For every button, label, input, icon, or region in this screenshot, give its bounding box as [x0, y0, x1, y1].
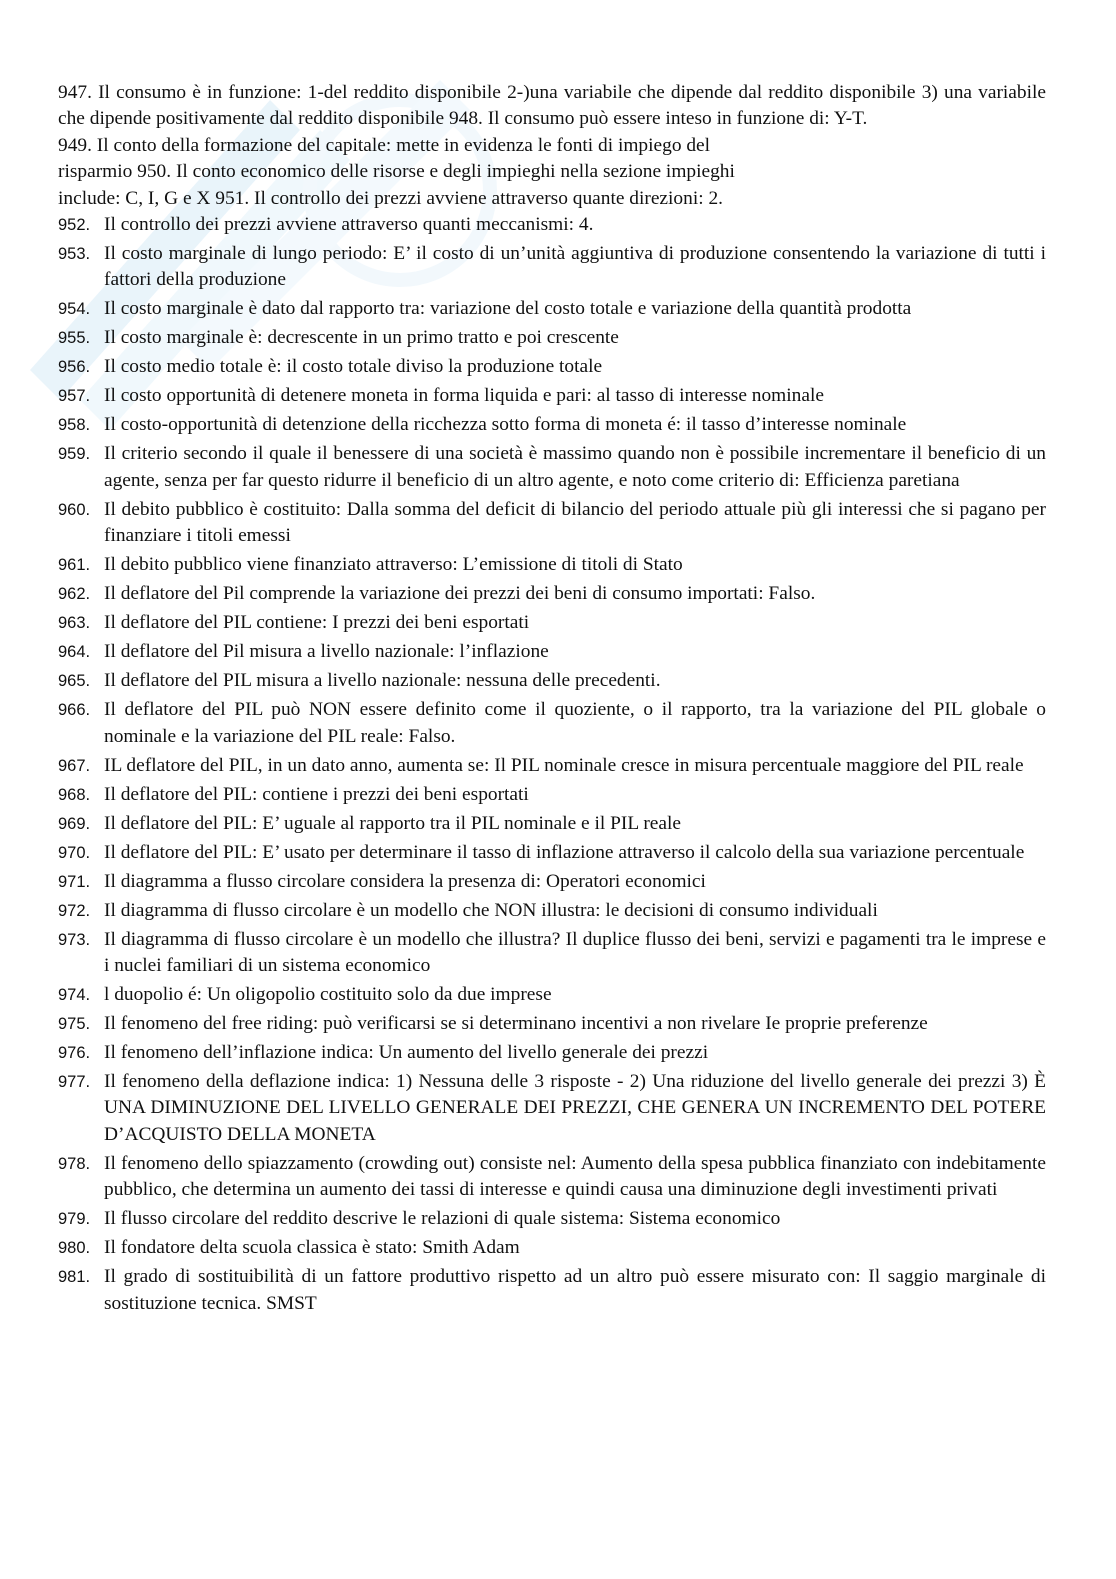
item-number: 970. — [58, 843, 91, 862]
item-text: Il deflatore del PIL contiene: I prezzi dei beni esportati — [104, 612, 530, 634]
item-number: 966. — [58, 701, 91, 720]
item-text: Il costo marginale è: decrescente in un primo tratto e poi crescente — [104, 327, 619, 349]
item-number: 979. — [58, 1210, 91, 1229]
item-text: Il fenomeno dello spiazzamento (crowding out) consiste nel: Aumento della spesa pubblica finanziato con indebitamente pubblico, che determina un aumento dei tassi di interesse e quindi causa una diminuzione degli investimenti privati — [104, 1152, 1046, 1201]
list-item — [58, 982, 1046, 1008]
list-item — [58, 241, 1046, 294]
item-number: 965. — [58, 672, 91, 691]
list-item — [58, 1011, 1046, 1037]
item-number: 956. — [58, 358, 91, 377]
item-text: Il deflatore del PIL: E’ uguale al rapporto tra il PIL nominale e il PIL reale — [104, 812, 682, 834]
intro-line: 949. Il conto della formazione del capitale: mette in evidenza le fonti di impiego del — [58, 134, 711, 156]
item-number: 957. — [58, 387, 91, 406]
list-item — [58, 1206, 1046, 1232]
list-item — [58, 497, 1046, 550]
item-text: Il deflatore del PIL: contiene i prezzi dei beni esportati — [104, 783, 529, 805]
item-number: 953. — [58, 245, 91, 264]
list-item — [58, 639, 1046, 665]
item-number: 981. — [58, 1268, 91, 1287]
item-number: 969. — [58, 814, 91, 833]
list-item — [58, 552, 1046, 578]
list-item — [58, 581, 1046, 607]
list-item — [58, 869, 1046, 895]
item-text: Il fenomeno dell’inflazione indica: Un aumento del livello generale dei prezzi — [104, 1042, 709, 1064]
item-text: Il criterio secondo il quale il benessere di una società è massimo quando non è possibile incrementare il beneficio di un agente, senza per far questo ridurre il beneficio di un altro agente, e noto come criterio di: Efficienza paretiana — [104, 443, 1046, 491]
item-text: Il diagramma di flusso circolare è un modello che NON illustra: le decisioni di consumo individuali — [104, 899, 878, 921]
item-number: 974. — [58, 986, 91, 1005]
item-number: 978. — [58, 1154, 91, 1173]
list-item — [58, 840, 1046, 866]
item-number: 972. — [58, 901, 91, 920]
list-item — [58, 610, 1046, 636]
list-item — [58, 212, 1046, 238]
item-text: Il costo marginale è dato dal rapporto tra: variazione del costo totale e variazione della quantità prodotta — [104, 298, 912, 320]
item-number: 977. — [58, 1073, 91, 1092]
item-number: 958. — [58, 416, 91, 435]
item-number: 955. — [58, 329, 91, 348]
item-text: Il fondatore delta scuola classica è stato: Smith Adam — [104, 1237, 520, 1259]
item-text: Il deflatore del PIL misura a livello nazionale: nessuna delle precedenti. — [104, 670, 661, 692]
list-item — [58, 441, 1046, 494]
intro-paragraph: 947. Il consumo è in funzione: 1-del reddito disponibile 2-)una variabile che dipende dal reddito disponibile 3) una variabile che dipende positivamente dal reddito disponibile 948. Il consumo può essere inteso in funzione di: Y-T. — [58, 82, 1046, 130]
item-text: Il costo marginale di lungo periodo: E’ il costo di un’unità aggiuntiva di produzione consentendo la variazione di tutti i fattori della produzione — [104, 243, 1046, 291]
item-number: 980. — [58, 1239, 91, 1258]
intro-line: risparmio 950. Il conto economico delle risorse e degli impieghi nella sezione impieghi — [58, 161, 735, 183]
item-number: 954. — [58, 300, 91, 319]
list-item — [58, 383, 1046, 409]
item-number: 959. — [58, 445, 91, 464]
item-number: 976. — [58, 1044, 91, 1063]
list-item — [58, 1151, 1046, 1204]
list-item — [58, 898, 1046, 924]
item-number: 971. — [58, 872, 91, 891]
list-item — [58, 697, 1046, 750]
item-text: Il deflatore del Pil comprende la variazione dei prezzi dei beni di consumo importati: Falso. — [104, 583, 816, 605]
item-text: Il fenomeno della deflazione indica: 1) Nessuna delle 3 risposte - 2) Una riduzione del livello generale dei prezzi 3) È UNA DIMINUZIONE DEL LIVELLO GENERALE DEI PREZZI, CHE GENERA UN INCREMENTO DEL POTERE D’ACQUISTO DELLA MONETA — [104, 1071, 1046, 1145]
item-text: l duopolio é: Un oligopolio costituito solo da due imprese — [104, 984, 552, 1006]
list-item — [58, 412, 1046, 438]
item-text: Il deflatore del Pil misura a livello nazionale: l’inflazione — [104, 641, 549, 663]
item-text: Il deflatore del PIL: E’ usato per determinare il tasso di inflazione attraverso il calcolo della sua variazione percentuale — [104, 841, 1025, 863]
question-list — [58, 212, 1046, 1317]
document-page — [58, 80, 1046, 1320]
item-text: Il controllo dei prezzi avviene attraverso quanti meccanismi: 4. — [104, 214, 594, 236]
item-text: Il grado di sostituibilità di un fattore produttivo rispetto ad un altro può essere misurato con: Il saggio marginale di sostituzione tecnica. SMST — [104, 1266, 1046, 1314]
item-number: 973. — [58, 930, 91, 949]
list-item — [58, 1235, 1046, 1261]
list-item — [58, 296, 1046, 322]
list-item — [58, 325, 1046, 351]
item-text: Il diagramma a flusso circolare considera la presenza di: Operatori economici — [104, 870, 706, 892]
list-item — [58, 1264, 1046, 1317]
item-text: Il costo medio totale è: il costo totale diviso la produzione totale — [104, 356, 603, 378]
list-item — [58, 668, 1046, 694]
item-number: 962. — [58, 585, 91, 604]
list-item — [58, 927, 1046, 980]
item-text: Il costo-opportunità di detenzione della ricchezza sotto forma di moneta é: il tasso d’interesse nominale — [104, 414, 907, 436]
item-text: Il debito pubblico viene finanziato attraverso: L’emissione di titoli di Stato — [104, 554, 683, 576]
item-number: 960. — [58, 500, 91, 519]
item-text: Il costo opportunità di detenere moneta in forma liquida e pari: al tasso di interesse nominale — [104, 385, 824, 407]
list-item — [58, 1040, 1046, 1066]
item-text: IL deflatore del PIL, in un dato anno, aumenta se: Il PIL nominale cresce in misura percentuale maggiore del PIL reale — [104, 754, 1024, 776]
item-number: 975. — [58, 1015, 91, 1034]
list-item — [58, 753, 1046, 779]
list-item — [58, 782, 1046, 808]
item-text: Il fenomeno del free riding: può verificarsi se si determinano incentivi a non rivelare Ie proprie preferenze — [104, 1013, 928, 1035]
intro-line: include: C, I, G e X 951. Il controllo dei prezzi avviene attraverso quante direzioni: 2. — [58, 187, 723, 209]
item-number: 961. — [58, 556, 91, 575]
item-text: Il flusso circolare del reddito descrive le relazioni di quale sistema: Sistema economico — [104, 1208, 781, 1230]
list-item — [58, 1069, 1046, 1148]
item-text: Il deflatore del PIL può NON essere definito come il quoziente, o il rapporto, tra la variazione del PIL globale o nominale e la variazione del PIL reale: Falso. — [104, 699, 1046, 747]
list-item — [58, 811, 1046, 837]
item-number: 968. — [58, 785, 91, 804]
item-number: 963. — [58, 614, 91, 633]
item-number: 952. — [58, 216, 91, 235]
item-text: Il diagramma di flusso circolare è un modello che illustra? Il duplice flusso dei beni, servizi e pagamenti tra le imprese e i nuclei familiari di un sistema economico — [104, 928, 1046, 977]
item-text: Il debito pubblico è costituito: Dalla somma del deficit di bilancio del periodo attuale più gli interessi che si pagano per finanziare i titoli emessi — [104, 498, 1046, 547]
item-number: 967. — [58, 756, 91, 775]
item-number: 964. — [58, 643, 91, 662]
list-item — [58, 354, 1046, 380]
